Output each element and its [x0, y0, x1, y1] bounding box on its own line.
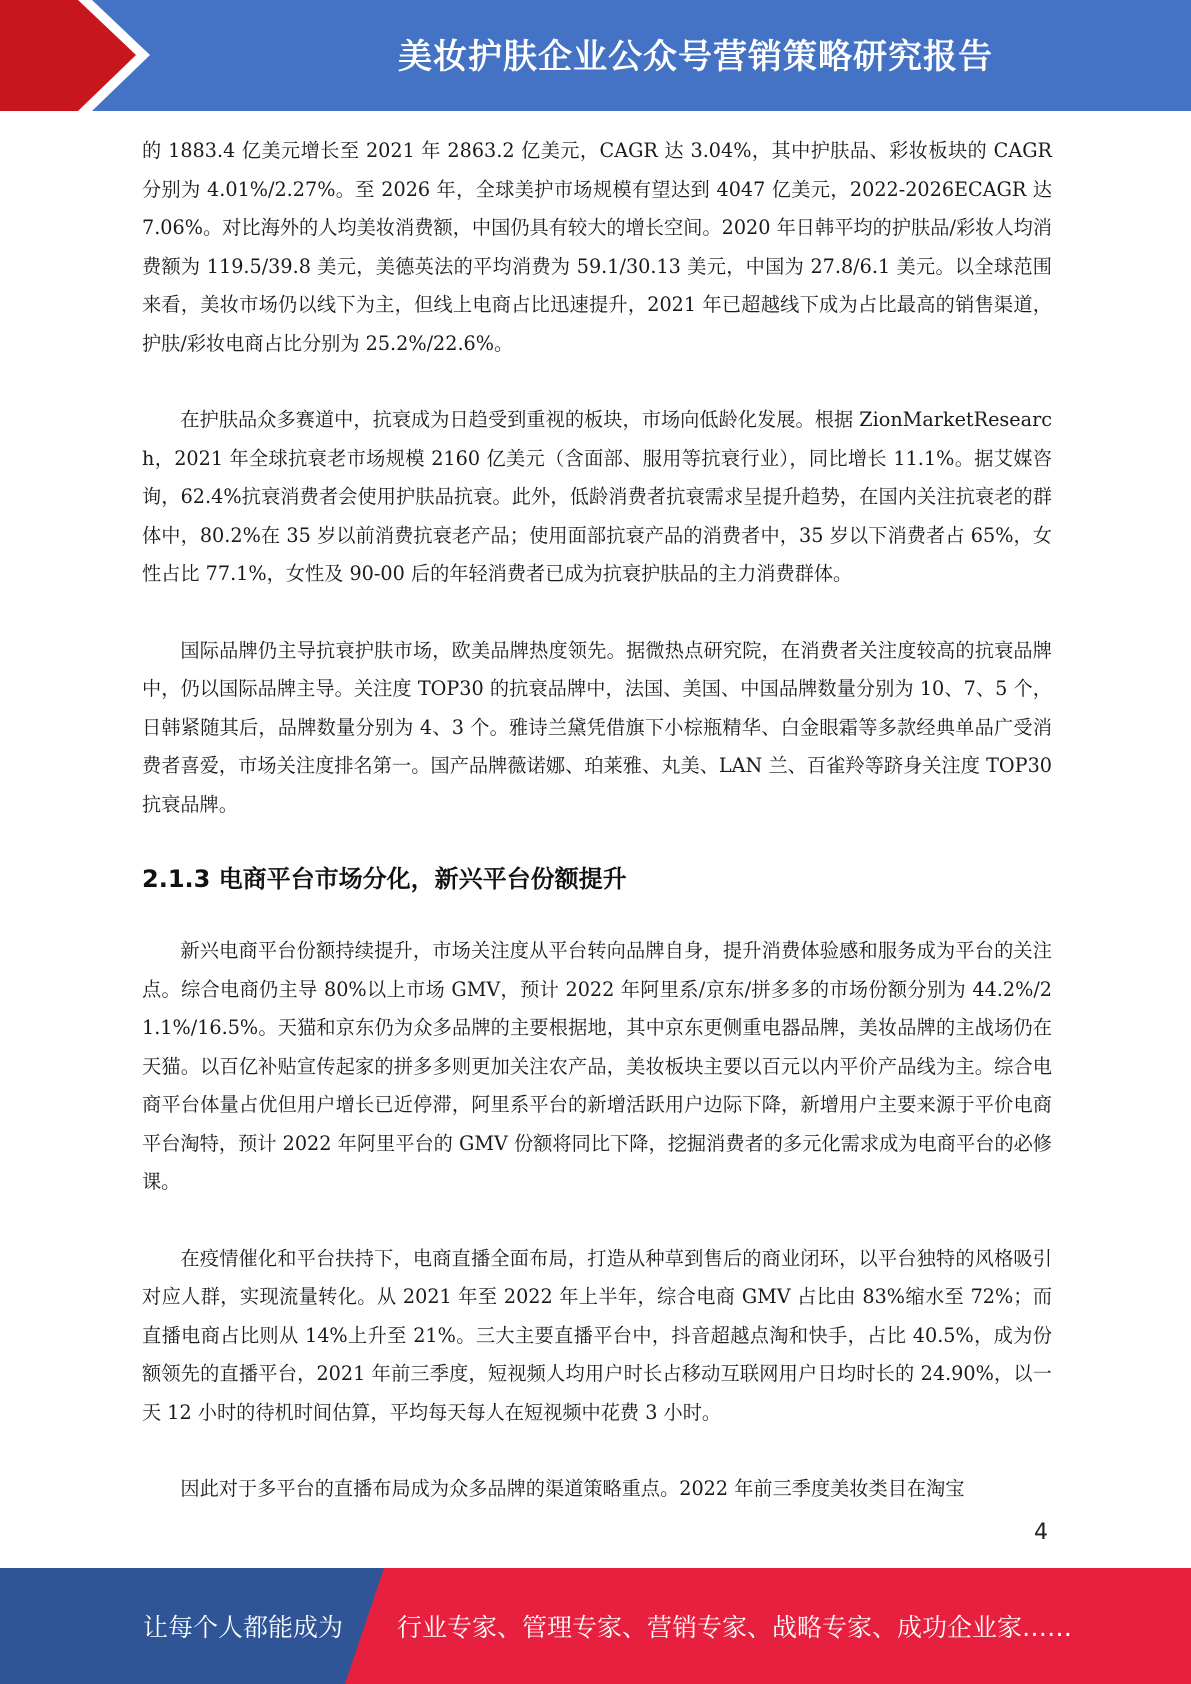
paragraph: 国际品牌仍主导抗衰护肤市场，欧美品牌热度领先。据微热点研究院，在消费者关注度较高的抗衰品牌中，仍以国际品牌主导。关注度 TOP30 的抗衰品牌中，法国、美国、中国品牌数量分别为 10、7、5 个，日韩紧随其后，品牌数量分别为 4、3 个。雅诗兰黛凭借旗下小棕瓶精华、白金眼霜等多款经典单品广受消费者喜爱，市场关注度排名第一。国产品牌薇诺娜、珀莱雅、丸美、LAN 兰、百雀羚等跻身关注度 TOP30 抗衰品牌。 [142, 638, 1052, 816]
footer-slogan-lead: 让每个人都能成为 [143, 1613, 344, 1642]
report-body [142, 132, 1052, 1547]
page-footer [0, 1568, 1191, 1684]
paragraph: 的 1883.4 亿美元增长至 2021 年 2863.2 亿美元，CAGR 达 3.04%，其中护肤品、彩妆板块的 CAGR 分别为 4.01%/2.27%。至 2026 年，全球美护市场规模有望达到 4047 亿美元，2022-2026ECAGR 达 7.06%。对比海外的人均美妆消费额，中国仍具有较大的增长空间。2020 年日韩平均的护肤品/彩妆人均消费额为 119.5/39.8 美元，美德英法的平均消费为 59.1/30.13 美元，中国为 27.8/6.1 美元。以全球范围来看，美妆市场仍以线下为主，但线上电商占比迅速提升，2021 年已超越线下成为占比最高的销售渠道，护肤/彩妆电商占比分别为 25.2%/22.6%。 [142, 139, 1052, 355]
document-title: 美妆护肤企业公众号营销策略研究报告 [398, 36, 993, 77]
footer-slogan-roles: 行业专家、管理专家、营销专家、战略专家、成功企业家…… [397, 1613, 1073, 1642]
paragraph: 在护肤品众多赛道中，抗衰成为日趋受到重视的板块，市场向低龄化发展。根据 ZionMarketResearch，2021 年全球抗衰老市场规模 2160 亿美元（含面部、服用等抗衰行业），同比增长 11.1%。据艾媒咨询，62.4%抗衰消费者会使用护肤品抗衰。此外，低龄消费者抗衰需求呈提升趋势，在国内关注抗衰老的群体中，80.2%在 35 岁以前消费抗衰老产品；使用面部抗衰产品的消费者中，35 岁以下消费者占 65%，女性占比 77.1%，女性及 90-00 后的年轻消费者已成为抗衰护肤品的主力消费群体。 [142, 408, 1052, 585]
paragraph: 新兴电商平台份额持续提升，市场关注度从平台转向品牌自身，提升消费体验感和服务成为平台的关注点。综合电商仍主导 80%以上市场 GMV，预计 2022 年阿里系/京东/拼多多的市场份额分别为 44.2%/21.1%/16.5%。天猫和京东仍为众多品牌的主要根据地，其中京东更侧重电器品牌，美妆品牌的主战场仍在天猫。以百亿补贴宣传起家的拼多多则更加关注农产品，美妆板块主要以百元以内平价产品线为主。综合电商平台体量占优但用户增长已近停滞，阿里系平台的新增活跃用户边际下降，新增用户主要来源于平价电商平台淘特，预计 2022 年阿里平台的 GMV 份额将同比下降，挖掘消费者的多元化需求成为电商平台的必修课。 [142, 939, 1052, 1193]
page-number: 4 [1034, 1520, 1048, 1545]
section-heading: 2.1.3 电商平台市场分化，新兴平台份额提升 [142, 865, 627, 893]
paragraph: 因此对于多平台的直播布局成为众多品牌的渠道策略重点。2022 年前三季度美妆类目在淘宝 [180, 1477, 965, 1500]
page-header [0, 0, 1191, 111]
paragraph: 在疫情催化和平台扶持下，电商直播全面布局，打造从种草到售后的商业闭环，以平台独特的风格吸引对应人群，实现流量转化。从 2021 年至 2022 年上半年，综合电商 GMV 占比由 83%缩水至 72%；而直播电商占比则从 14%上升至 21%。三大主要直播平台中，抖音超越点淘和快手，占比 40.5%，成为份额领先的直播平台，2021 年前三季度，短视频人均用户时长占移动互联网用户日均时长的 24.90%，以一天 12 小时的待机时间估算，平均每天每人在短视频中花费 3 小时。 [142, 1246, 1053, 1424]
